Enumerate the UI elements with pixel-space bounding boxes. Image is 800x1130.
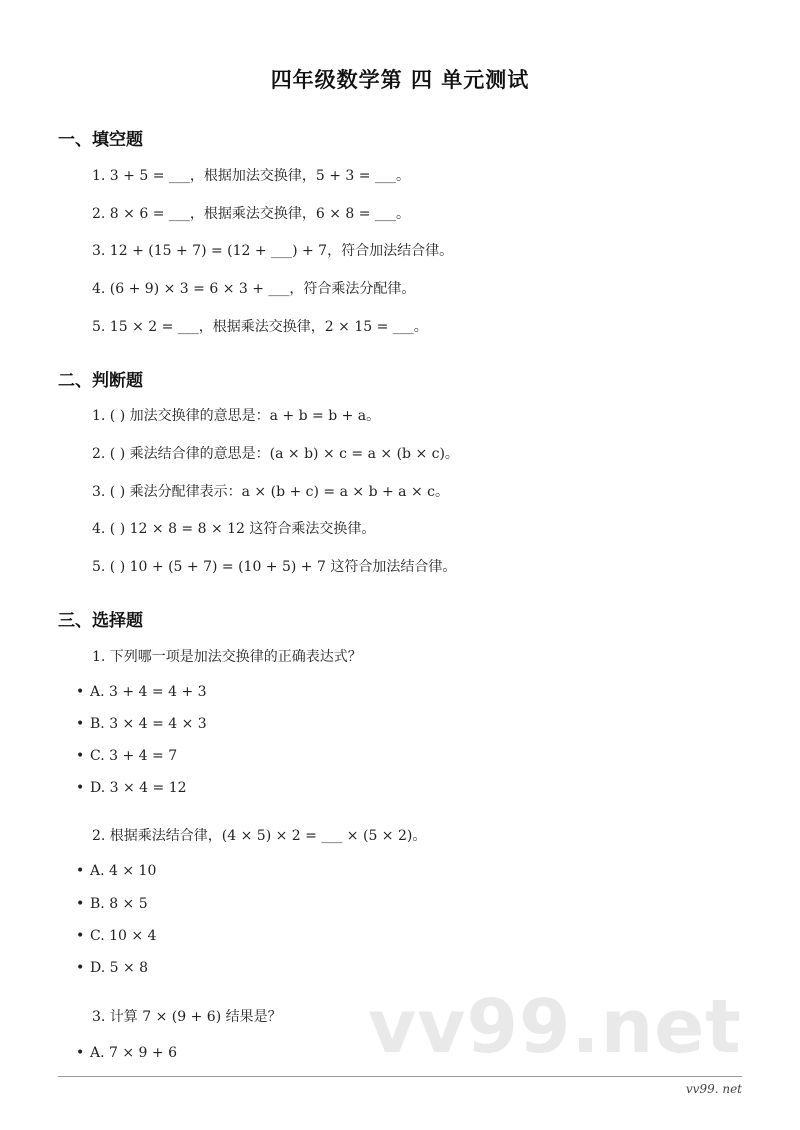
fill-question-4: 4. (6 + 9) × 3 = 6 × 3 + ___，符合乘法分配律。 — [92, 281, 416, 297]
bullet-icon: • — [76, 863, 85, 879]
judge-question-2: 2. ( ) 乘法结合律的意思是：(a × b) × c = a × (b × c)。 — [92, 446, 459, 462]
judge-question-5: 5. ( ) 10 + (5 + 7) = (10 + 5) + 7 这符合加法结合律。 — [92, 559, 457, 575]
bullet-icon: • — [76, 1045, 85, 1061]
judge-question-3: 3. ( ) 乘法分配律表示：a × (b + c) = a × b + a × c。 — [92, 484, 449, 500]
watermark: vv99.net — [368, 984, 742, 1070]
choice-3-option-a: • A. 7 × 9 + 6 — [76, 1045, 177, 1061]
choice-question-2: 2. 根据乘法结合律，(4 × 5) × 2 = ___ × (5 × 2)。 — [92, 828, 427, 844]
choice-2-option-b: • B. 8 × 5 — [76, 896, 148, 912]
choice-question-3: 3. 计算 7 × (9 + 6) 结果是？ — [92, 1009, 282, 1025]
judge-question-4: 4. ( ) 12 × 8 = 8 × 12 这符合乘法交换律。 — [92, 521, 376, 537]
choice-1-option-a: • A. 3 + 4 = 4 + 3 — [76, 684, 207, 700]
fill-question-3: 3. 12 + (15 + 7) = (12 + ___) + 7，符合加法结合律。 — [92, 243, 454, 259]
bullet-icon: • — [76, 928, 85, 944]
choice-2-option-c: • C. 10 × 4 — [76, 928, 157, 944]
bullet-icon: • — [76, 748, 85, 764]
bullet-icon: • — [76, 896, 85, 912]
bullet-icon: • — [76, 780, 85, 796]
choice-2-option-a: • A. 4 × 10 — [76, 863, 157, 879]
section-heading-judge: 二、判断题 — [58, 371, 143, 391]
bullet-icon: • — [76, 716, 85, 732]
choice-1-option-b: • B. 3 × 4 = 4 × 3 — [76, 716, 207, 732]
section-heading-choice: 三、选择题 — [58, 611, 143, 631]
footer-divider — [58, 1076, 742, 1077]
footer-site-label: vv99. net — [685, 1082, 742, 1096]
bullet-icon: • — [76, 684, 85, 700]
fill-question-5: 5. 15 × 2 = ___，根据乘法交换律，2 × 15 = ___。 — [92, 319, 428, 335]
fill-question-2: 2. 8 × 6 = ___，根据乘法交换律，6 × 8 = ___。 — [92, 206, 410, 222]
judge-question-1: 1. ( ) 加法交换律的意思是：a + b = b + a。 — [92, 408, 381, 424]
section-heading-fill: 一、填空题 — [58, 130, 143, 150]
choice-2-option-d: • D. 5 × 8 — [76, 960, 149, 976]
bullet-icon: • — [76, 960, 85, 976]
choice-1-option-d: • D. 3 × 4 = 12 — [76, 780, 187, 796]
page-title: 四年级数学第 四 单元测试 — [270, 68, 530, 92]
choice-question-1: 1. 下列哪一项是加法交换律的正确表达式？ — [92, 649, 362, 665]
fill-question-1: 1. 3 + 5 = ___，根据加法交换律，5 + 3 = ___。 — [92, 168, 410, 184]
choice-1-option-c: • C. 3 + 4 = 7 — [76, 748, 178, 764]
